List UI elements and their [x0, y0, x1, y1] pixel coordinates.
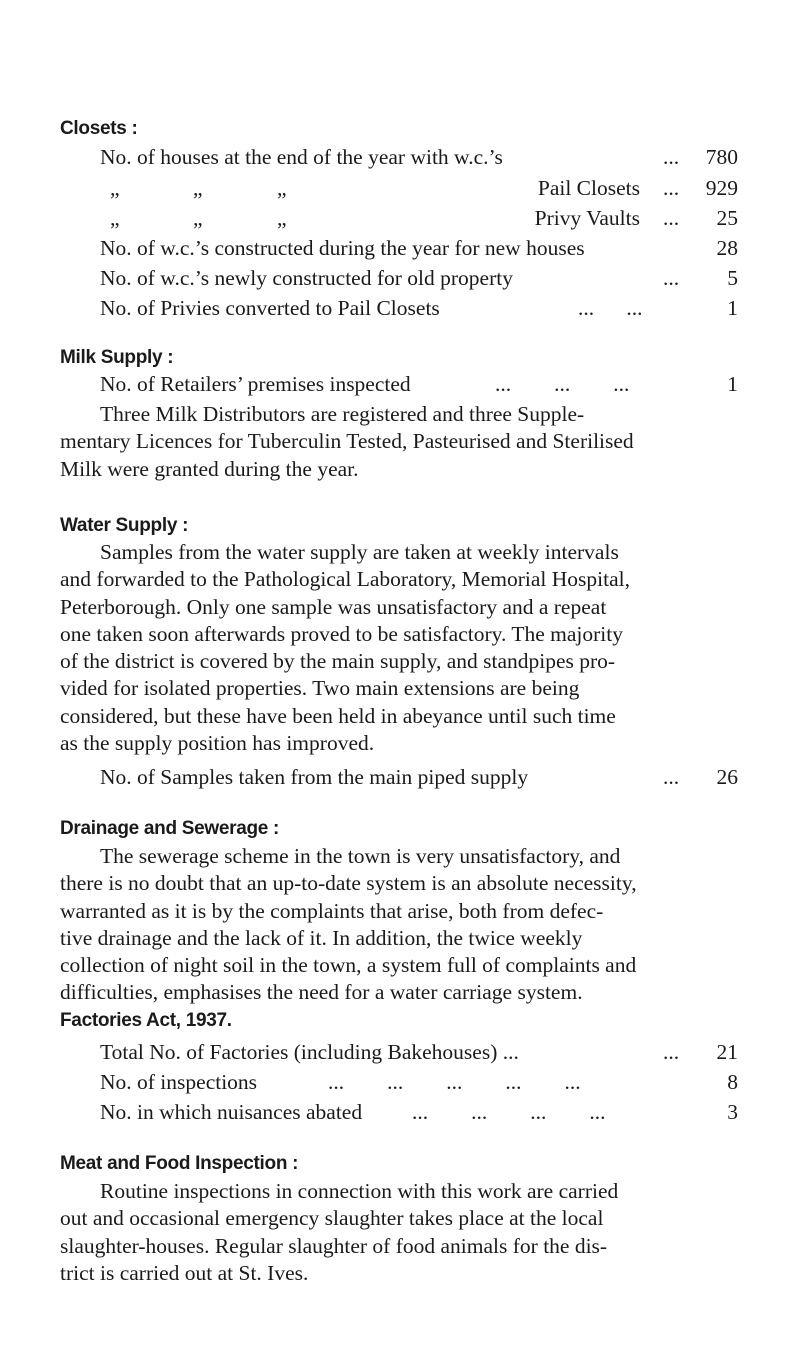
row-label: No. in which nuisances abated: [100, 1100, 363, 1124]
section-heading-drainage: Drainage and Sewerage :: [60, 818, 280, 839]
paragraph-line: out and occasional emergency slaughter takes place at the local: [60, 1206, 604, 1231]
row-label: No. of houses at the end of the year with w.c.’s: [100, 145, 503, 169]
closets-row-privies-converted: [100, 296, 738, 326]
factories-row-nuisances: [100, 1100, 738, 1130]
closets-row-old-property: [100, 266, 738, 296]
factories-row-inspections: [100, 1070, 738, 1100]
water-paragraph: [60, 539, 738, 757]
row-leader-dots: ... ... ... ... ...: [328, 1070, 581, 1094]
row-leader-dots: ...: [663, 1040, 680, 1064]
paragraph-line: trict is carried out at St. Ives.: [60, 1260, 309, 1285]
row-value: 5: [727, 266, 738, 290]
paragraph-line: Milk were granted during the year.: [60, 456, 359, 481]
paragraph-line: The sewerage scheme in the town is very unsatisfactory, and: [100, 844, 621, 868]
paragraph-line: and forwarded to the Pathological Laboratory, Memorial Hospital,: [60, 567, 630, 592]
ditto-mark: „: [110, 176, 120, 200]
meat-paragraph: [60, 1178, 738, 1287]
closets-row-pail: [100, 176, 738, 206]
paragraph-line: tive drainage and the lack of it. In addition, the twice weekly: [60, 925, 583, 950]
paragraph-line: Peterborough. Only one sample was unsatisfactory and a repeat: [60, 594, 607, 619]
row-value: 3: [727, 1100, 738, 1124]
row-label: Total No. of Factories (including Bakehouses) ...: [100, 1040, 519, 1064]
paragraph-line: considered, but these have been held in abeyance until such time: [60, 703, 616, 728]
drainage-paragraph: [60, 843, 738, 1007]
paragraph-line: collection of night soil in the town, a system full of complaints and: [60, 953, 637, 978]
section-heading-water: Water Supply :: [60, 515, 189, 536]
paragraph-line: mentary Licences for Tuberculin Tested, Pasteurised and Sterilised: [60, 429, 634, 454]
section-heading-milk: Milk Supply :: [60, 347, 174, 368]
ditto-mark: „: [193, 206, 203, 230]
row-label: No. of w.c.’s constructed during the year for new houses: [100, 236, 585, 260]
milk-row-retailers: [100, 372, 738, 402]
row-label: No. of w.c.’s newly constructed for old property: [100, 266, 513, 290]
ditto-mark: „: [277, 176, 287, 200]
row-value: 25: [716, 206, 738, 230]
row-label: Pail Closets: [537, 176, 640, 200]
ditto-mark: „: [277, 206, 287, 230]
row-value: 1: [727, 296, 738, 320]
paragraph-line: Routine inspections in connection with this work are carried: [100, 1179, 619, 1203]
ditto-mark: „: [110, 206, 120, 230]
row-leader-dots: ...: [663, 765, 680, 789]
paragraph-line: Samples from the water supply are taken at weekly intervals: [100, 540, 619, 564]
factories-row-total: [100, 1040, 738, 1070]
row-label: No. of inspections: [100, 1070, 258, 1094]
row-value: 780: [705, 145, 738, 169]
row-label: No. of Retailers’ premises inspected: [100, 372, 411, 396]
row-leader-dots: ... ... ...: [495, 372, 630, 396]
paragraph-line: slaughter-houses. Regular slaughter of food animals for the dis-: [60, 1233, 608, 1258]
closets-row-privy: [100, 206, 738, 236]
paragraph-line: as the supply position has improved.: [60, 731, 375, 756]
paragraph-line: vided for isolated properties. Two main extensions are being: [60, 676, 580, 701]
row-label: No. of Samples taken from the main piped supply: [100, 765, 529, 789]
row-value: 1: [727, 372, 738, 396]
row-leader-dots: ...: [663, 206, 680, 230]
paragraph-line: one taken soon afterwards proved to be satisfactory. The majority: [60, 621, 623, 646]
section-heading-closets: Closets :: [60, 118, 138, 139]
paragraph-line: difficulties, emphasises the need for a water carriage system.: [60, 980, 583, 1005]
water-row-samples: [100, 765, 738, 795]
row-value: 28: [716, 236, 738, 260]
row-label: Privy Vaults: [534, 206, 640, 230]
ditto-mark: „: [193, 176, 203, 200]
row-value: 8: [727, 1070, 738, 1094]
row-leader-dots: ...: [663, 176, 680, 200]
paragraph-line: warranted as it is by the complaints that arise, both from defec-: [60, 898, 604, 923]
row-leader-dots: ...: [663, 145, 680, 169]
row-value: 21: [716, 1040, 738, 1064]
paragraph-line: there is no doubt that an up-to-date system is an absolute necessity,: [60, 871, 637, 896]
closets-row-wc: [100, 145, 738, 175]
paragraph-line: Three Milk Distributors are registered and three Supple-: [100, 402, 585, 426]
section-heading-meat: Meat and Food Inspection :: [60, 1153, 299, 1174]
section-heading-factories: Factories Act, 1937.: [60, 1010, 232, 1031]
row-leader-dots: ... ... ... ...: [412, 1100, 606, 1124]
paragraph-line: of the district is covered by the main supply, and standpipes pro-: [60, 649, 616, 674]
row-value: 929: [705, 176, 738, 200]
row-leader-dots: ... ...: [578, 296, 643, 320]
row-leader-dots: ...: [663, 266, 680, 290]
row-value: 26: [716, 765, 738, 789]
milk-paragraph: [60, 401, 738, 483]
row-label: No. of Privies converted to Pail Closets: [100, 296, 440, 320]
closets-row-new-houses: [100, 236, 738, 266]
